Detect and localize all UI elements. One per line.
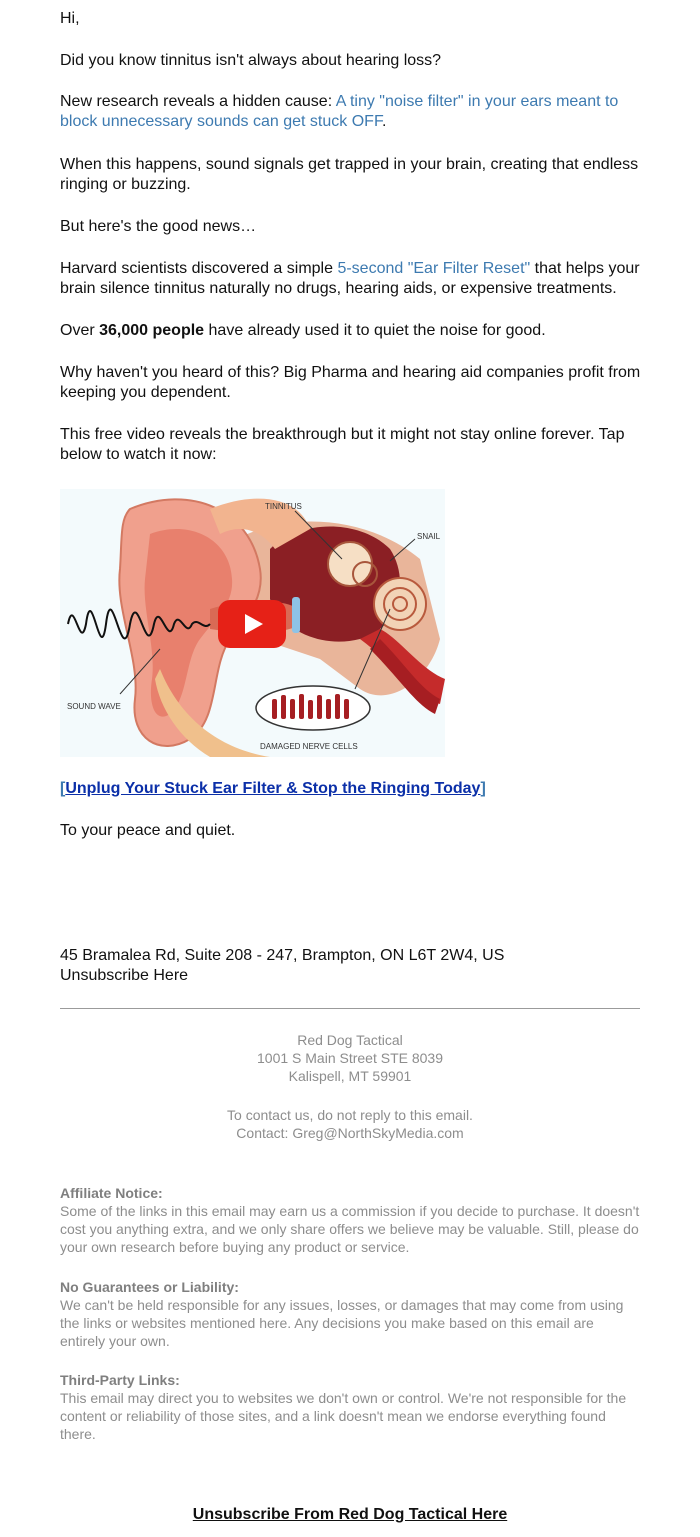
paragraph-video-intro: This free video reveals the breakthrough but it might not stay online forever. Tap below to watch it now: xyxy=(60,426,625,463)
play-icon[interactable] xyxy=(218,600,286,648)
video-thumbnail[interactable] xyxy=(60,489,445,757)
footer-contact-note: To contact us, do not reply to this email. xyxy=(227,1107,473,1123)
label-snail: SNAIL xyxy=(417,532,441,541)
signoff: To your peace and quiet. xyxy=(60,822,236,839)
unsubscribe-link[interactable]: Unsubscribe Here xyxy=(60,967,189,984)
text-segment: Harvard scientists discovered a simple xyxy=(60,260,338,277)
users-count: 36,000 people xyxy=(99,322,205,339)
text-segment: New research reveals a hidden cause: xyxy=(60,93,336,110)
footer-street: 1001 S Main Street STE 8039 xyxy=(257,1050,443,1066)
paragraph-signals: When this happens, sound signals get trapped in your brain, creating that endless ringing or buzzing. xyxy=(60,156,639,193)
cta-line xyxy=(60,779,486,799)
footer-company: Red Dog Tactical xyxy=(297,1032,403,1048)
text-segment: have already used it to quiet the noise for good. xyxy=(204,322,546,339)
paragraph-big-pharma: Why haven't you heard of this? Big Pharma and hearing aid companies profit from keeping you dependent. xyxy=(60,364,641,401)
paragraph-harvard xyxy=(60,259,645,299)
notice-body: Some of the links in this email may earn us a commission if you decide to purchase. It doesn't cost you anything extra, and we only share offers we believe may be valuable. Still, please do your own research before buying any product or service. xyxy=(60,1203,640,1255)
text-segment: . xyxy=(381,113,387,130)
highlight-noise-filter: A tiny "noise filter" in your ears meant to block unnecessary sounds can get stuck OFF xyxy=(60,93,619,130)
cta-link[interactable]: Unplug Your Stuck Ear Filter & Stop the Ringing Today xyxy=(65,780,481,797)
paragraph-hidden-cause xyxy=(60,92,645,132)
highlight-ear-filter-reset: 5-second "Ear Filter Reset" xyxy=(337,260,531,277)
paragraph-good-news: But here's the good news… xyxy=(60,218,257,235)
notice-heading: No Guarantees or Liability: xyxy=(60,1279,239,1295)
cta-bracket-close: ] xyxy=(480,780,486,797)
unsubscribe-bottom-link[interactable]: Unsubscribe From Red Dog Tactical Here xyxy=(192,1506,508,1523)
paragraph-users xyxy=(60,321,645,341)
label-tinnitus: TINNITUS xyxy=(265,502,302,511)
notice-heading: Third-Party Links: xyxy=(60,1372,180,1388)
third-party-notice xyxy=(60,1371,642,1443)
greeting: Hi, xyxy=(60,10,80,27)
paragraph-intro: Did you know tinnitus isn't always about hearing loss? xyxy=(60,52,442,69)
notice-heading: Affiliate Notice: xyxy=(60,1185,163,1201)
text-segment: that helps your brain silence tinnitus naturally no drugs, hearing aids, or expensive treatments. xyxy=(60,260,640,297)
notice-body: We can't be held responsible for any issues, losses, or damages that may come from using the links or websites mentioned here. Any decisions you make based on this email are entirely your own. xyxy=(60,1297,624,1349)
label-sound-wave: SOUND WAVE xyxy=(67,702,121,711)
notice-body: This email may direct you to websites we don't own or control. We're not responsible for the content or reliability of those sites, and a link doesn't mean we endorse everything found there. xyxy=(60,1390,627,1442)
label-damaged-nerve-cells: DAMAGED NERVE CELLS xyxy=(260,742,358,751)
text-segment: Over xyxy=(60,322,100,339)
footer-city: Kalispell, MT 59901 xyxy=(288,1068,412,1084)
cta-bracket-open: [ xyxy=(60,780,66,797)
footer-contact: Contact: Greg@NorthSkyMedia.com xyxy=(236,1125,464,1141)
sender-address: 45 Bramalea Rd, Suite 208 - 247, Brampton, ON L6T 2W4, US xyxy=(60,947,505,964)
affiliate-notice xyxy=(60,1184,642,1256)
liability-notice xyxy=(60,1278,642,1350)
footer-divider xyxy=(60,1008,640,1009)
